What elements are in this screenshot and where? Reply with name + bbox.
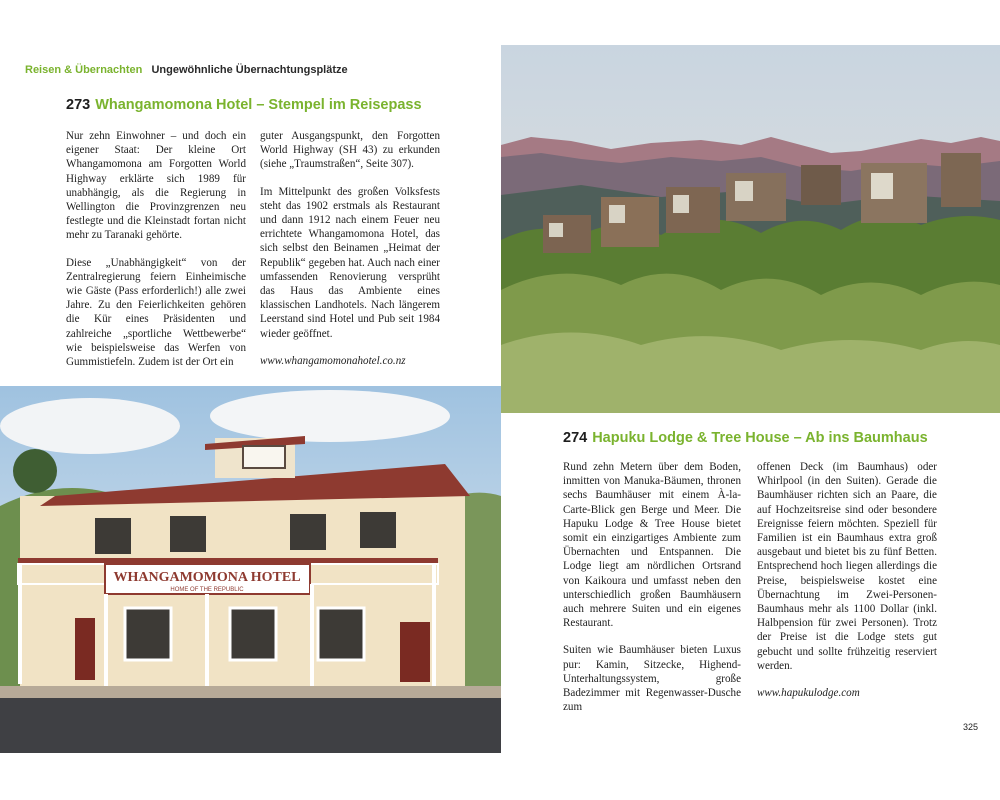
article-number: 274 [563, 430, 588, 446]
article-heading: Hapuku Lodge & Tree House – Ab ins Baumhaus [592, 430, 928, 446]
section-subtitle: Ungewöhnliche Übernachtungsplätze [151, 64, 348, 76]
article-273-column-1 [66, 129, 246, 382]
article-274-column-2 [757, 460, 937, 713]
paragraph: Im Mittelpunkt des großen Volksfests steht das 1902 erstmals als Restaurant und dann 1912 nach einem Feuer neu errichtete Whangamomona Hotel, das sich selbst den Beinamen „Heimat der Republik“ gegeben hat. Auch nach einer umfassenden Renovierung versprüht das Haus das Ambiente eines klassischen Landhotels. Nach längerem Leerstand sind Hotel und Pub seit 1984 wieder geöffnet. [260, 185, 440, 340]
paragraph: offenen Deck (im Baumhaus) oder Whirlpool (in den Suiten). Gerade die Baumhäuser richten sich an Paare, die auf Hochzeitsreise sind oder besondere Ereignisse feiern möchten. Speziell für Familien ist ein Baumhaus extra groß ausgebaut und bietet bis zu fünf Betten. Entsprechend hoch liegen allerdings die Preise, beispielsweise kostet eine Übernachtung im Zwei-Personen-Baumhaus mehr als 1100 Dollar (inkl. Halbpension für zwei Personen). Trotz der Preise ist die Lodge stets gut gebucht und sollte frühzeitig reserviert werden. [757, 461, 937, 672]
article-274-title [563, 430, 928, 446]
treehouse-illustration [501, 45, 1000, 413]
article-273-column-2 [260, 129, 440, 381]
article-number: 273 [66, 97, 91, 113]
article-heading: Whangamomona Hotel – Stempel im Reisepass [95, 97, 422, 113]
running-header [25, 64, 348, 76]
article-274-column-1 [563, 460, 741, 727]
paragraph: guter Ausgangspunkt, den Forgotten World Highway (SH 43) zu erkunden (siehe „Traumstraßen“, Seite 307). [260, 130, 440, 171]
section-label: Reisen & Übernachten [25, 64, 143, 76]
paragraph: Rund zehn Metern über dem Boden, inmitten von Manuka-Bäumen, thronen sechs Baumhäuser mit einem À-la-Carte-Blick gen Berge und Meer. Die Hapuku Lodge & Tree House bietet somit ein einzigartiges Ambiente zum Übernachten und Entspannen. Die Lodge liegt am nördlichen Ortsrand von Kaikoura und umfasst neben den unterschiedlich großen Baumhäusern auch mehrere Suiten und ein eigenes Restaurant. [563, 461, 741, 630]
paragraph: Diese „Unabhängigkeit“ von der Zentralregierung feiern Einheimische wie Gäste (Pass erforderlich!) alle zwei Jahre. Zu den Feierlichkeiten gehören die Kür eines Präsidenten und zahlreiche „sportliche Wettbewerbe“ wie beispielsweise das Werfen von Gummistiefeln. Zudem ist der Ort ein [66, 256, 246, 369]
paragraph: Suiten wie Baumhäuser bieten Luxus pur: Kamin, Sitzecke, Highend-Unterhaltungssystem, große Badezimmer mit Regenwasser-Dusche zum [563, 644, 741, 714]
website-link[interactable]: www.hapukulodge.com [757, 687, 860, 700]
paragraph: Nur zehn Einwohner – und doch ein eigener Staat: Der kleine Ort Whangamomona am Forgotten World Highway erklärte sich 1989 für unabhängig, als die Regierung in Wellington die Provinzgrenzen neu festlegte und die Kleinstadt fortan nicht mehr zu Taranaki gehörte. [66, 130, 246, 242]
hotel-building-illustration [0, 386, 501, 753]
article-273-title [66, 97, 422, 113]
hotel-sign-text: WHANGAMOMONA HOTEL [113, 570, 301, 585]
website-link[interactable]: www.whangamomonahotel.co.nz [260, 354, 406, 367]
hapuku-lodge-photo [501, 45, 1000, 413]
page-number: 325 [963, 722, 979, 732]
hotel-sign-subtext: HOME OF THE REPUBLIC [170, 587, 244, 593]
whangamomona-hotel-photo [0, 386, 501, 753]
